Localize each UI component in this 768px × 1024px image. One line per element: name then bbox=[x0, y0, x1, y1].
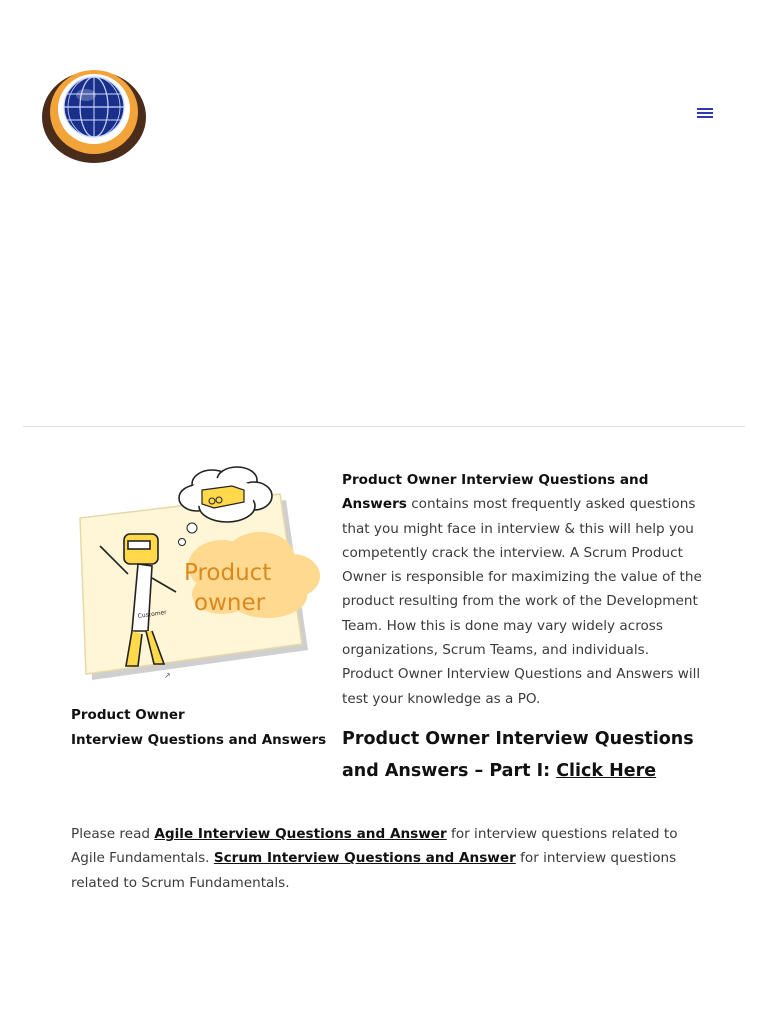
svg-text:owner: owner bbox=[194, 590, 266, 616]
globe-orb-logo-icon bbox=[40, 62, 148, 164]
click-here-link[interactable]: Click Here bbox=[556, 760, 657, 781]
agile-interview-link[interactable]: Agile Interview Questions and Answer bbox=[154, 826, 447, 842]
intro-title: Product Owner Interview Questions and Answers bbox=[342, 472, 649, 513]
product-owner-image bbox=[72, 466, 324, 688]
scrum-interview-link[interactable]: Scrum Interview Questions and Answer bbox=[213, 850, 516, 867]
part-one-heading bbox=[342, 724, 702, 787]
svg-text:Product: Product bbox=[184, 560, 272, 586]
related-prefix: Please read bbox=[71, 826, 155, 842]
svg-text:↗: ↗ bbox=[164, 671, 171, 680]
related-reading-paragraph bbox=[71, 822, 703, 895]
site-header bbox=[0, 0, 768, 426]
caption-line-1: Product Owner bbox=[71, 707, 185, 723]
svg-text:Customer: Customer bbox=[137, 608, 168, 620]
image-caption bbox=[71, 703, 331, 753]
related-suffix: for interview questions related to Scrum Fundamentals. bbox=[71, 850, 677, 891]
hamburger-menu-icon[interactable] bbox=[692, 102, 718, 124]
related-middle: for interview questions related to Agile Fundamentals. bbox=[71, 826, 678, 867]
header-divider bbox=[23, 426, 745, 427]
intro-paragraph bbox=[342, 468, 702, 711]
caption-line-2: Interview Questions and Answers bbox=[71, 732, 327, 748]
intro-text: contains most frequently asked questions that you might face in interview & this will help you competently crack the interview. A Scrum Product Owner is responsible for maximizing the value of the product resulting from the work of the Development Team. How this is done may vary widely across organizations, Scrum Teams, and individuals. Product Owner Interview Questions and Answers will test your knowledge as a PO. bbox=[342, 496, 702, 707]
part-one-heading-text: Product Owner Interview Questions and Answers – Part I: bbox=[342, 729, 694, 781]
site-logo[interactable] bbox=[40, 62, 148, 164]
